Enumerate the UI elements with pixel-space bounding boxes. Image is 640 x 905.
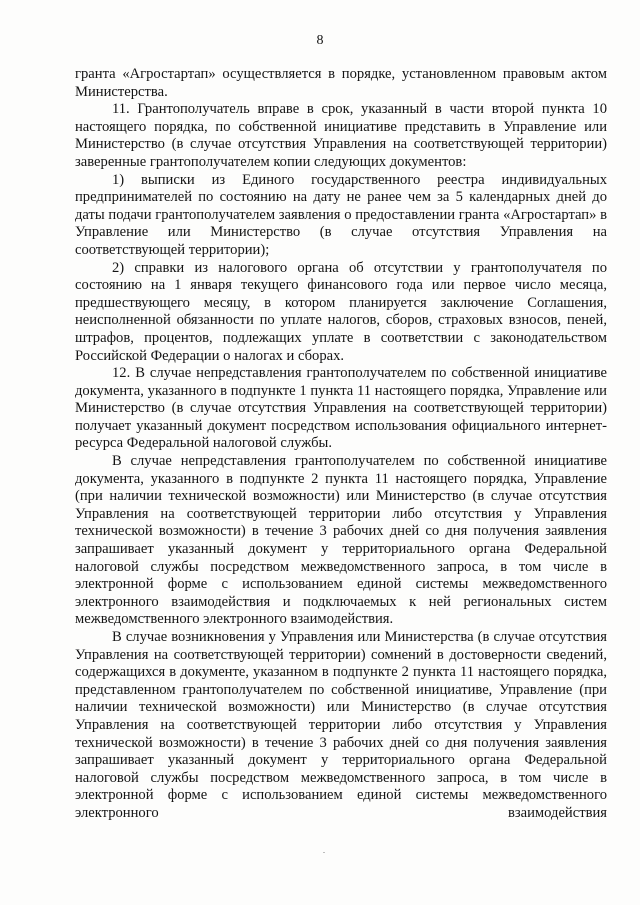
scan-speck [323, 852, 325, 853]
paragraph-continuation: гранта «Агростартап» осуществляется в порядке, установленном правовым актом Министерства. [75, 66, 607, 100]
paragraph-subitem-2: 2) справки из налогового органа об отсутствии у грантополучателя по состоянию на 1 января текущего финансового года или первое число месяца, предшествующего месяцу, в котором планируется заключение Соглашения, неисполненной обязанности по уплате налогов, сборов, страховых взносов, пеней, штрафов, процентов, подлежащих уплате в соответствии с законодательством Российской Федерации о налогах и сборах. [75, 259, 607, 364]
paragraph-nonsubmission: В случае непредставления грантополучателем по собственной инициативе документа, указанного в подпункте 2 пункта 11 настоящего порядка, Управление (при наличии технической возможности) или Министерство (в случае отсутствия Управления на соответствующей территории либо отсутствия у Управления технической возможности) в течение 3 рабочих дней со дня получения заявления запрашивает указанный документ у территориального органа Федеральной налоговой службы посредством межведомственного запроса, в том числе в электронной форме с использованием единой системы межведомственного электронного взаимодействия и подключаемых к ней региональных систем межведомственного электронного взаимодействия. [75, 453, 607, 628]
document-body [75, 66, 607, 823]
paragraph-subitem-1: 1) выписки из Единого государственного реестра индивидуальных предпринимателей по состоянию на дату не ранее чем за 5 календарных дней до даты подачи грантополучателем заявления о предоставлении гранта «Агростартап» в Управление или Министерство (в случае отсутствия Управления на соответствующей территории); [75, 171, 607, 258]
page-number: 8 [316, 33, 324, 48]
paragraph-item-11: 11. Грантополучатель вправе в срок, указанный в части второй пункта 10 настоящего порядка, по собственной инициативе представить в Управление или Министерство (в случае отсутствия Управления на соответствующей территории) заверенные грантополучателем копии следующих документов: [75, 101, 607, 170]
paragraph-item-12: 12. В случае непредставления грантополучателем по собственной инициативе документа, указанного в подпункте 1 пункта 11 настоящего порядка, Управление или Министерство (в случае отсутствия Управления на соответствующей территории) получает указанный документ посредством использования официального интернет-ресурса Федеральной налоговой службы. [75, 365, 607, 452]
paragraph-doubts: В случае возникновения у Управления или Министерства (в случае отсутствия Управления на соответствующей территории) сомнений в достоверности сведений, содержащихся в документе, указанном в подпункте 2 пункта 11 настоящего порядка, представленном грантополучателем по собственной инициативе, Управление (при наличии технической возможности) или Министерство (в случае отсутствия Управления на соответствующей территории либо отсутствия у Управления технической возможности) в течение 3 рабочих дней со дня получения заявления запрашивает указанный документ у территориального органа Федеральной налоговой службы посредством межведомственного запроса, в том числе в электронной форме с использованием единой системы межведомственного электронного взаимодействия [75, 629, 607, 821]
